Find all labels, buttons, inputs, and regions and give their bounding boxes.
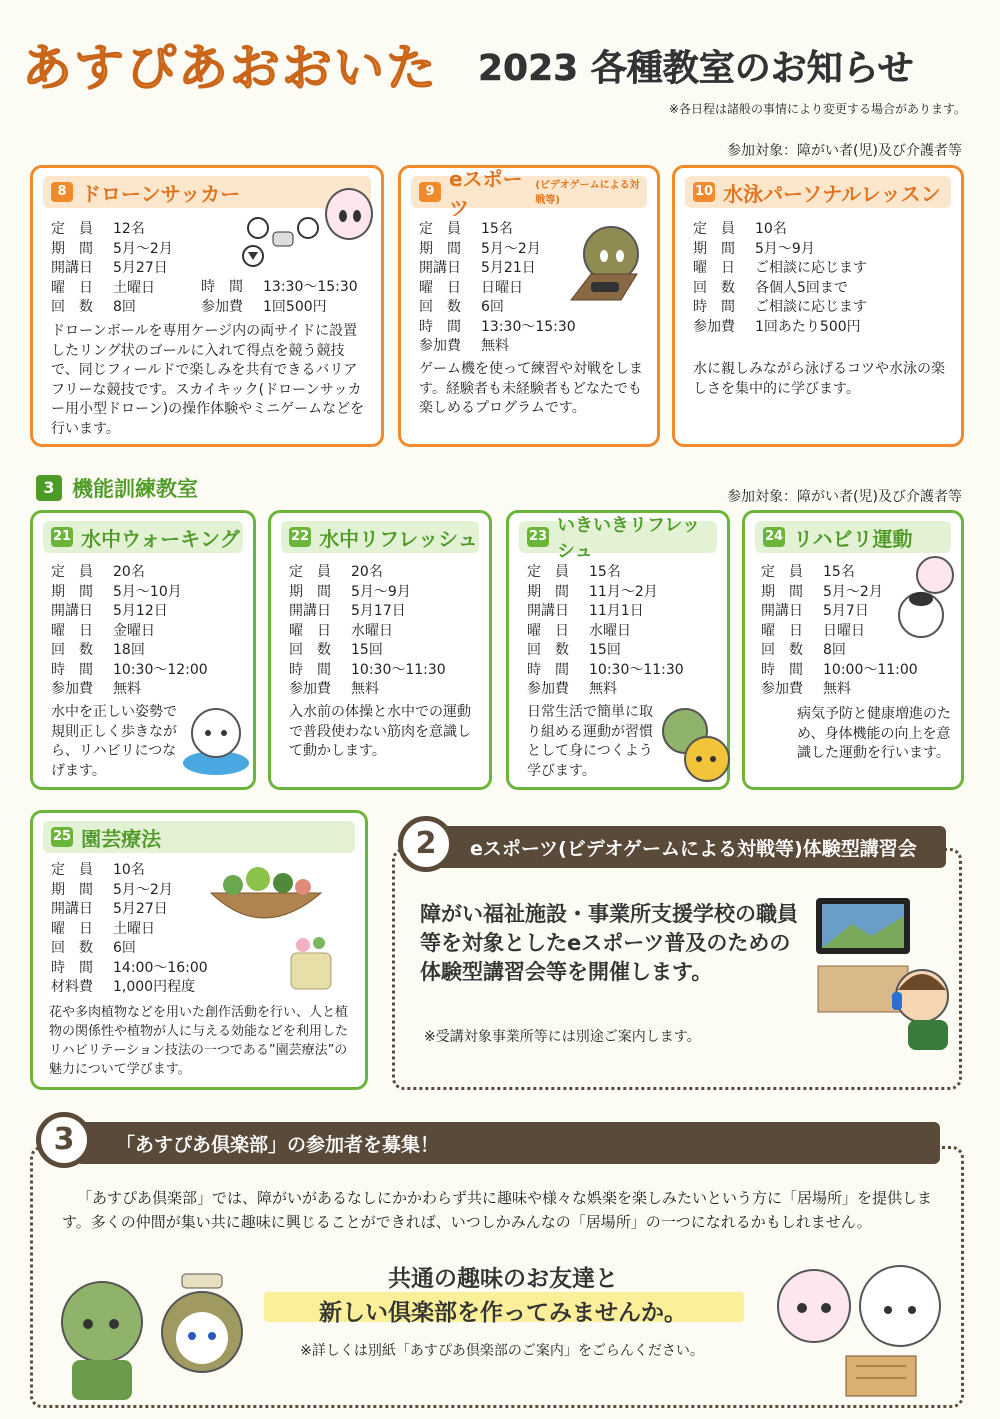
club-recruit-title-bar: 「あすぴあ倶楽部」の参加者を募集！: [76, 1122, 940, 1164]
class-title: eスポーツ: [449, 167, 523, 220]
class-info: 定 員 15名 期 間 5月～2月 開講日 5月21日 曜 日 日曜日 回 数 6回 時 間 13:30～15:30 参加費 無料: [419, 221, 576, 354]
class-description: ドローンボールを専用ケージ内の両サイドに設置したリング状のゴールに入れて得点を競う競技で、同じフィールドで楽しみを共有できるバリアフリーな競技です。スカイキック(ドローンサッカー用小型ドローン)の操作体験やミニゲームなどを行います。: [51, 323, 365, 437]
class-info: 定 員 15名 期 間 5月～2月 開講日 5月7日 曜 日 日曜日 回 数 8回 時 間 10:00～11:00 参加費 無料: [761, 564, 918, 697]
class-info: 定 員 15名 期 間 11月～2月 開講日 11月1日 曜 日 水曜日 回 数 15回 時 間 10:30～11:30 参加費 無料: [527, 564, 684, 697]
class-description: 水に親しみながら泳げるコツや水泳の楽しさを集中的に学びます。: [693, 361, 945, 397]
mascot-exercise-icon: [895, 553, 961, 653]
gamer-tv-illustration: [812, 896, 952, 1056]
class-number: 10: [693, 182, 715, 202]
club-recruit-note: ※詳しくは別紙「あすぴあ倶楽部のご案内」をごらんください。: [300, 1343, 704, 1359]
card-header: [411, 167, 647, 220]
club-catchphrase-line2: 新しい倶楽部を作ってみませんか。: [319, 1300, 687, 1326]
class-info: 定 員 20名 期 間 5月～9月 開講日 5月17日 曜 日 水曜日 回 数 15回 時 間 10:30～11:30 参加費 無料: [289, 564, 446, 697]
target-audience-top: 参加対象：障がい者(児)及び介護者等: [727, 143, 962, 159]
mascot-swimming-icon: [181, 699, 251, 779]
class-description: 日常生活で簡単に取り組める運動が習慣として身につくよう学びます。: [527, 704, 653, 779]
class-number: 8: [51, 182, 73, 202]
site-logo: あすぴあおおいた: [22, 39, 438, 97]
esports-seminar-body: 障がい福祉施設・事業所支援学校の職員等を対象としたeスポーツ普及のための体験型講習会等を開催します。: [420, 902, 798, 984]
class-number: 21: [51, 527, 73, 547]
class-info: 定 員 20名 期 間 5月～10月 開講日 5月12日 曜 日 金曜日 回 数 18回 時 間 10:30～12:00 参加費 無料: [51, 564, 208, 697]
class-card-horticultural-therapy: [30, 810, 368, 1090]
club-recruit-body: 「あすぴあ倶楽部」では、障がいがあるなしにかかわらず共に趣味や様々な娯楽を楽しみたいという方に「居場所」を提供します。多くの仲間が集い共に趣味に興じることができれば、いつしかみんなの「居場所」の一つになれるかもしれません。: [62, 1189, 933, 1231]
class-card-esports: [398, 165, 660, 447]
class-title: いきいきリフレッシュ: [557, 515, 701, 562]
esports-seminar-note: ※受講対象事業所等には別途ご案内します。: [424, 1029, 701, 1045]
class-info-right: 時 間 13:30～15:30 参加費 1回500円: [201, 279, 358, 315]
section-number-3: 3: [36, 1112, 92, 1168]
class-description: 入水前の体操と水中での運動で普段使わない筋肉を意識して動かします。: [289, 704, 471, 759]
class-number: 23: [527, 527, 549, 547]
card-header: [43, 821, 355, 853]
schedule-notice: ※各日程は諸般の事情により変更する場合があります。: [668, 102, 966, 116]
class-subtitle: (ビデオゲームによる対戦等): [535, 180, 640, 206]
card-header: [755, 521, 951, 553]
class-info: 定 員 12名 期 間 5月～2月 開講日 5月27日 曜 日 土曜日 回 数 8回: [51, 221, 173, 315]
class-card-lively-refresh: [506, 510, 730, 790]
club-catchphrase: [268, 1262, 738, 1330]
club-catchphrase-line1: 共通の趣味のお友達と: [388, 1266, 618, 1292]
card-header: [43, 176, 371, 208]
game-controller-mat-illustration: [561, 270, 641, 304]
esports-seminar-title-bar: eスポーツ(ビデオゲームによる対戦等)体験型講習会: [430, 826, 946, 868]
class-title: 水中リフレッシュ: [319, 526, 478, 551]
class-number: 24: [763, 527, 785, 547]
succulent-plants-illustration: [203, 853, 343, 993]
class-card-water-refresh: [268, 510, 492, 790]
class-card-rehab-exercise: [742, 510, 964, 790]
class-description: 病気予防と健康増進のため、身体機能の向上を意識した運動を行います。: [797, 706, 951, 761]
class-card-water-walking: [30, 510, 256, 790]
class-description: 花や多肉植物などを用いた創作活動を行い、人と植物の関係性や植物が人に与える効能などを利用したリハビリテーション技法の一つである”園芸療法”の魅力について学びます。: [49, 1005, 349, 1077]
class-info: 定 員 10名 期 間 5月～2月 開講日 5月27日 曜 日 土曜日 回 数 6回 時 間 14:00～16:00 材料費 1,000円程度: [51, 862, 208, 995]
class-title: 水泳パーソナルレッスン: [723, 181, 941, 206]
mascots-shogi-illustration: [770, 1256, 960, 1406]
drone-illustration: [238, 210, 328, 270]
mascot-pair-icon: [659, 703, 731, 789]
page-title: 2023 各種教室のお知らせ: [478, 48, 914, 89]
target-audience-mid: 参加対象：障がい者(児)及び介護者等: [727, 489, 962, 505]
card-header: [519, 515, 717, 562]
class-title: ドローンサッカー: [81, 181, 241, 206]
class-card-drone-soccer: [30, 165, 384, 447]
class-description: 水中を正しい姿勢で規則正しく歩きながら、リハビリにつなげます。: [51, 704, 177, 779]
class-info: 定 員 10名 期 間 5月～9月 曜 日 ご相談に応じます 回 数 各個人5回まで 時 間 ご相談に応じます 参加費 1回あたり500円: [693, 221, 867, 335]
class-number: 25: [51, 827, 73, 847]
class-title: リハビリ運動: [793, 526, 913, 551]
section-number-2: 2: [398, 816, 454, 872]
class-description: ゲーム機を使って練習や対戦をします。経験者も未経験者もどなたでも楽しめるプログラムです。: [419, 361, 643, 416]
class-number: 9: [419, 182, 441, 202]
class-title: 水中ウォーキング: [81, 526, 240, 551]
class-title: 園芸療法: [81, 826, 162, 851]
section-title-text: 機能訓練教室: [72, 477, 198, 501]
class-card-swimming-lesson: [672, 165, 964, 447]
mascot-pink-icon: [325, 188, 373, 240]
section-badge: 3: [36, 475, 62, 501]
card-header: [43, 521, 243, 553]
section-title-function-training: [36, 473, 198, 503]
class-number: 22: [289, 527, 311, 547]
card-header: [281, 521, 479, 553]
mascots-left-illustration: [52, 1262, 252, 1402]
card-header: [685, 176, 951, 208]
